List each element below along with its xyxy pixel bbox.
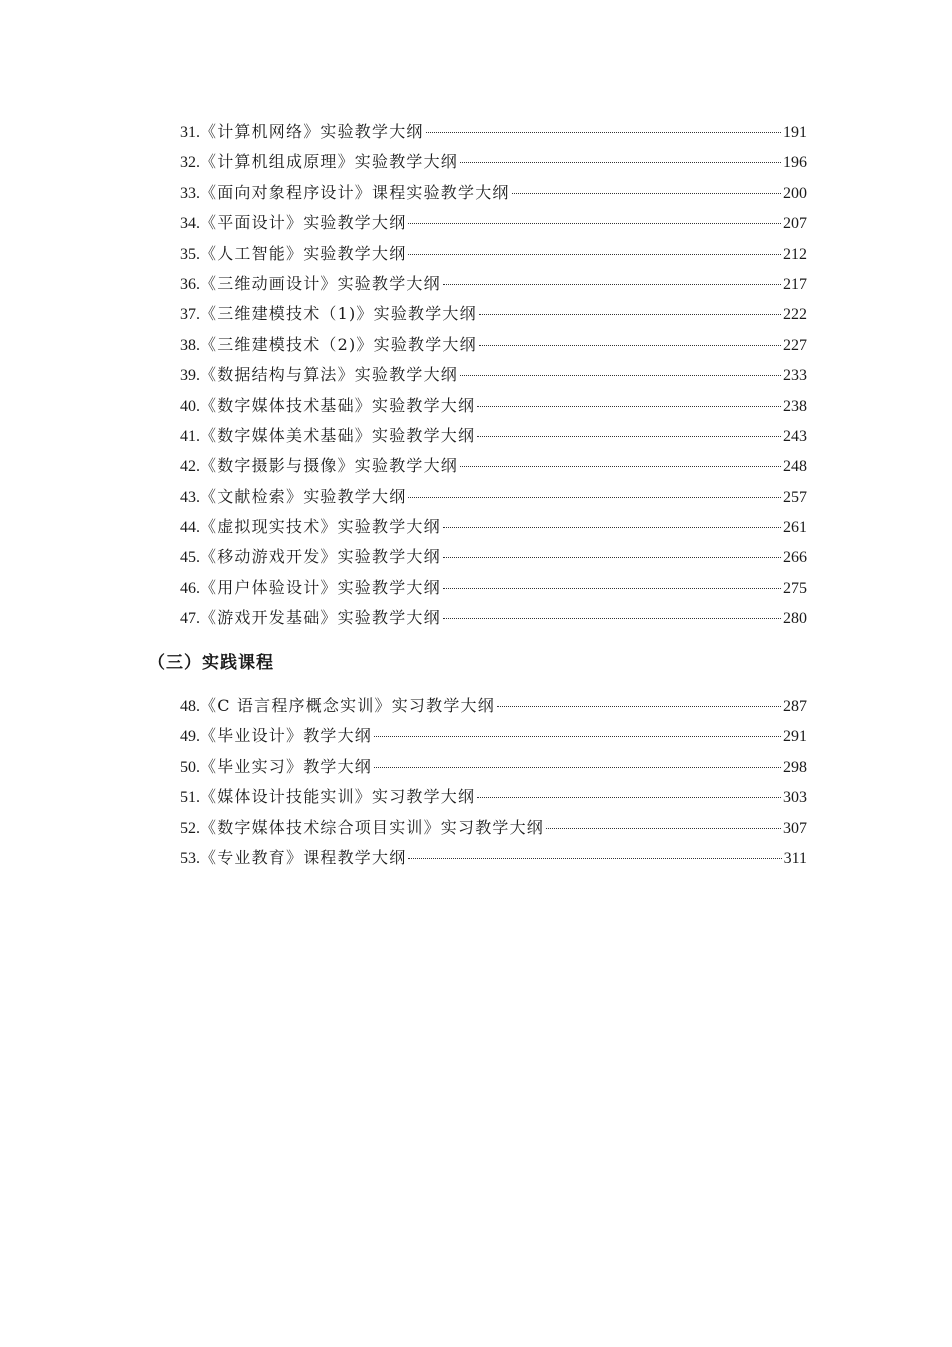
toc-entry-page-number: 217 (783, 275, 807, 293)
toc-dot-leader (460, 466, 781, 467)
toc-dot-leader (408, 497, 781, 498)
toc-entry-title: 《计算机组成原理》实验教学大纲 (200, 152, 459, 172)
toc-entry-page-number: 266 (783, 549, 807, 567)
toc-entry-page-number: 227 (783, 336, 807, 354)
toc-dot-leader (374, 736, 781, 737)
toc-entry[interactable] (180, 691, 807, 721)
toc-dot-leader (408, 254, 781, 255)
toc-entry-page-number: 196 (783, 154, 807, 172)
toc-entry-page-number: 207 (783, 215, 807, 233)
toc-entry-title: 《三维建模技术（2)》实验教学大纲 (200, 334, 477, 354)
toc-entry-page-number: 248 (783, 458, 807, 476)
toc-dot-leader (477, 406, 781, 407)
toc-entry-number: 37. (180, 306, 200, 324)
toc-entry[interactable] (180, 178, 807, 208)
toc-entry-title: 《文献检索》实验教学大纲 (200, 486, 407, 506)
toc-entry[interactable] (180, 269, 807, 299)
toc-entry-title: 《游戏开发基础》实验教学大纲 (200, 608, 441, 628)
toc-entry-number: 35. (180, 245, 200, 263)
toc-dot-leader (374, 767, 781, 768)
toc-entry-number: 44. (180, 519, 200, 537)
toc-entry-title: 《平面设计》实验教学大纲 (200, 213, 407, 233)
toc-dot-leader (479, 345, 781, 346)
toc-entry-page-number: 222 (783, 306, 807, 324)
toc-dot-leader (512, 193, 781, 194)
toc-dot-leader (497, 706, 781, 707)
toc-entry[interactable] (180, 542, 807, 572)
toc-entry-number: 36. (180, 275, 200, 293)
toc-entry-page-number: 303 (783, 789, 807, 807)
toc-entry-number: 31. (180, 124, 200, 141)
toc-dot-leader (443, 557, 781, 558)
toc-entry-page-number: 238 (783, 397, 807, 415)
toc-dot-leader (443, 588, 781, 589)
toc-entry[interactable] (180, 421, 807, 451)
toc-dot-leader (546, 828, 781, 829)
toc-entry-page-number: 261 (783, 519, 807, 537)
toc-entry-title: 《三维建模技术（1)》实验教学大纲 (200, 304, 477, 324)
toc-entry-page-number: 275 (783, 579, 807, 597)
toc-entry-page-number: 287 (783, 698, 807, 715)
toc-entry[interactable] (180, 843, 807, 873)
toc-entry-title: 《计算机网络》实验教学大纲 (200, 122, 424, 141)
toc-dot-leader (426, 132, 781, 133)
toc-entry[interactable] (180, 512, 807, 542)
toc-entry-title: 《数字媒体技术基础》实验教学大纲 (200, 395, 476, 415)
section-heading-practice-courses: （三）实践课程 (148, 653, 274, 673)
toc-dot-leader (479, 314, 781, 315)
toc-entry[interactable] (180, 451, 807, 481)
toc-list-practice (180, 691, 807, 873)
toc-entry-number: 38. (180, 336, 200, 354)
toc-dot-leader (477, 436, 781, 437)
toc-entry-title: 《人工智能》实验教学大纲 (200, 243, 407, 263)
toc-entry-title: 《虚拟现实技术》实验教学大纲 (200, 517, 441, 537)
toc-entry[interactable] (180, 360, 807, 390)
toc-entry-number: 48. (180, 698, 200, 715)
toc-entry-number: 45. (180, 549, 200, 567)
toc-entry[interactable] (180, 782, 807, 812)
toc-entry-page-number: 307 (783, 819, 807, 837)
toc-entry-number: 32. (180, 154, 200, 172)
toc-entry-number: 46. (180, 579, 200, 597)
toc-entry[interactable] (180, 813, 807, 843)
toc-entry-number: 40. (180, 397, 200, 415)
toc-entry-number: 51. (180, 789, 200, 807)
toc-entry-number: 34. (180, 215, 200, 233)
toc-entry-page-number: 212 (783, 245, 807, 263)
toc-entry-number: 47. (180, 610, 200, 628)
toc-entry-page-number: 298 (783, 758, 807, 776)
toc-entry-number: 42. (180, 458, 200, 476)
toc-dot-leader (443, 527, 781, 528)
toc-dot-leader (460, 375, 781, 376)
toc-dot-leader (408, 858, 781, 859)
toc-entry[interactable] (180, 239, 807, 269)
toc-entry-title: 《毕业设计》教学大纲 (200, 726, 373, 746)
toc-entry[interactable] (180, 147, 807, 177)
toc-dot-leader (443, 618, 781, 619)
toc-entry[interactable] (180, 721, 807, 751)
toc-entry[interactable] (180, 752, 807, 782)
toc-entry[interactable] (180, 482, 807, 512)
toc-entry-number: 50. (180, 758, 200, 776)
toc-entry-page-number: 311 (783, 849, 807, 867)
toc-entry-title: 《数据结构与算法》实验教学大纲 (200, 365, 459, 385)
toc-entry[interactable] (180, 573, 807, 603)
toc-entry-title: 《移动游戏开发》实验教学大纲 (200, 547, 441, 567)
toc-entry-number: 52. (180, 819, 200, 837)
toc-entry[interactable] (180, 330, 807, 360)
toc-entry-title: 《C 语言程序概念实训》实习教学大纲 (200, 696, 495, 715)
toc-entry-number: 43. (180, 488, 200, 506)
toc-entry-title: 《专业教育》课程教学大纲 (200, 847, 407, 867)
toc-entry-title: 《用户体验设计》实验教学大纲 (200, 577, 441, 597)
toc-entry-title: 《三维动画设计》实验教学大纲 (200, 273, 441, 293)
toc-entry-title: 《数字摄影与摄像》实验教学大纲 (200, 456, 459, 476)
toc-entry-title: 《数字媒体美术基础》实验教学大纲 (200, 425, 476, 445)
toc-list-experiments (180, 117, 807, 634)
toc-entry-title: 《毕业实习》教学大纲 (200, 756, 373, 776)
toc-dot-leader (477, 797, 781, 798)
toc-dot-leader (408, 223, 781, 224)
toc-entry[interactable] (180, 117, 807, 147)
toc-dot-leader (443, 284, 781, 285)
toc-entry-page-number: 257 (783, 488, 807, 506)
toc-entry-title: 《面向对象程序设计》课程实验教学大纲 (200, 182, 510, 202)
toc-entry[interactable] (180, 391, 807, 421)
toc-entry-number: 33. (180, 184, 200, 202)
toc-entry-number: 53. (180, 849, 200, 867)
toc-entry-number: 49. (180, 728, 200, 746)
toc-entry-title: 《数字媒体技术综合项目实训》实习教学大纲 (200, 817, 545, 837)
toc-entry-page-number: 191 (783, 124, 807, 141)
toc-entry-page-number: 243 (783, 427, 807, 445)
toc-entry-page-number: 200 (783, 184, 807, 202)
toc-entry[interactable] (180, 299, 807, 329)
toc-entry-page-number: 233 (783, 367, 807, 385)
toc-entry-number: 41. (180, 427, 200, 445)
toc-entry-page-number: 291 (783, 728, 807, 746)
toc-dot-leader (460, 162, 781, 163)
toc-entry-number: 39. (180, 367, 200, 385)
toc-entry[interactable] (180, 208, 807, 238)
toc-entry[interactable] (180, 603, 807, 633)
toc-entry-page-number: 280 (783, 610, 807, 628)
toc-entry-title: 《媒体设计技能实训》实习教学大纲 (200, 787, 476, 807)
